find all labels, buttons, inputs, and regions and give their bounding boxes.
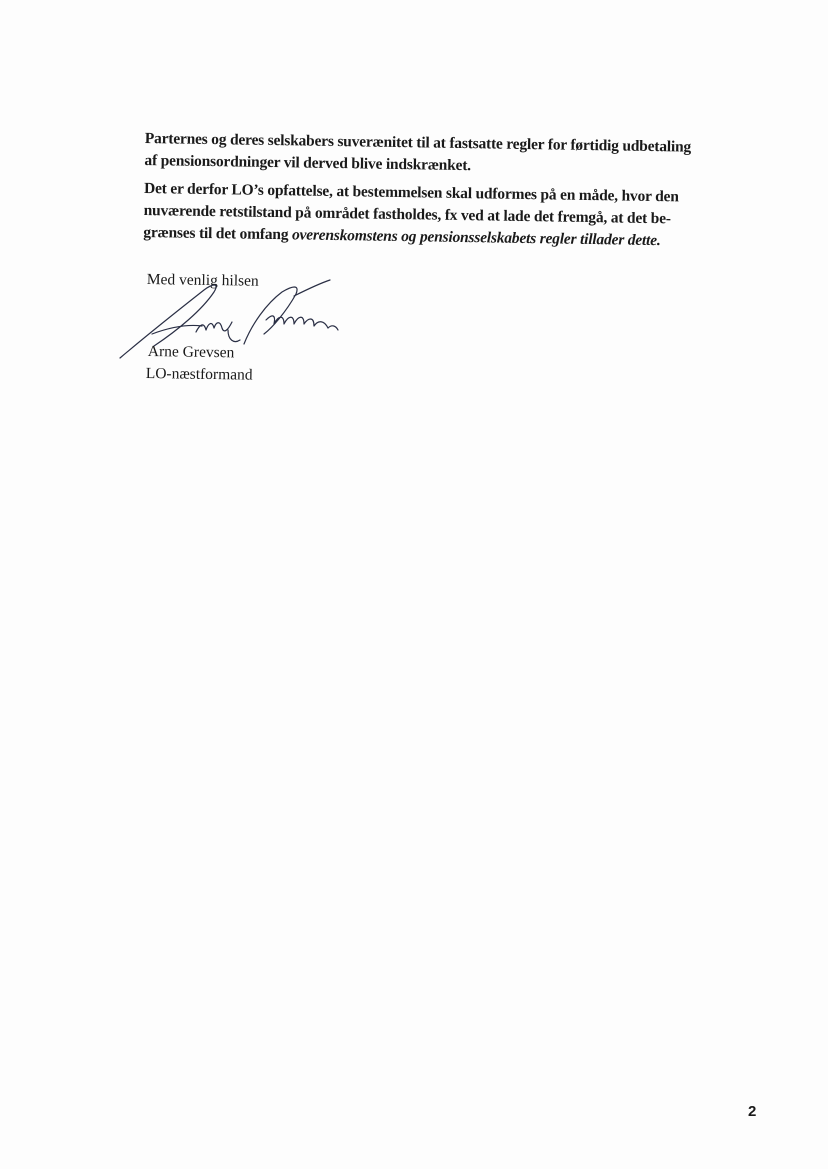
letter-body bbox=[143, 128, 705, 259]
paragraph-lo-opinion bbox=[143, 178, 704, 253]
paragraph-line: af pensionsordninger vil derved blive indskrænket. bbox=[144, 151, 472, 175]
signer-name: Arne Grevsen bbox=[147, 342, 235, 362]
paragraph-line: Det er derfor LO’s opfattelse, at bestemmelsen skal udformes på en måde, hvor den bbox=[143, 179, 679, 206]
paragraph-line: Parternes og deres selskabers suverænitet til at fastsatte regler for førtidig udbetaling bbox=[144, 129, 692, 156]
paragraph-line: grænses til det omfang bbox=[143, 223, 293, 244]
paragraph-line: nuværende retstilstand på området fastholdes, fx ved at lade det fremgå, at det be- bbox=[143, 201, 671, 228]
closing-salutation: Med venlig hilsen bbox=[146, 270, 259, 290]
paragraph-sovereignty bbox=[144, 128, 705, 181]
emphasized-text: overenskomstens og pensionsselskabets regler tillader dette. bbox=[291, 226, 661, 250]
page-number: 2 bbox=[748, 1103, 757, 1120]
signer-title: LO-næstformand bbox=[145, 364, 253, 384]
